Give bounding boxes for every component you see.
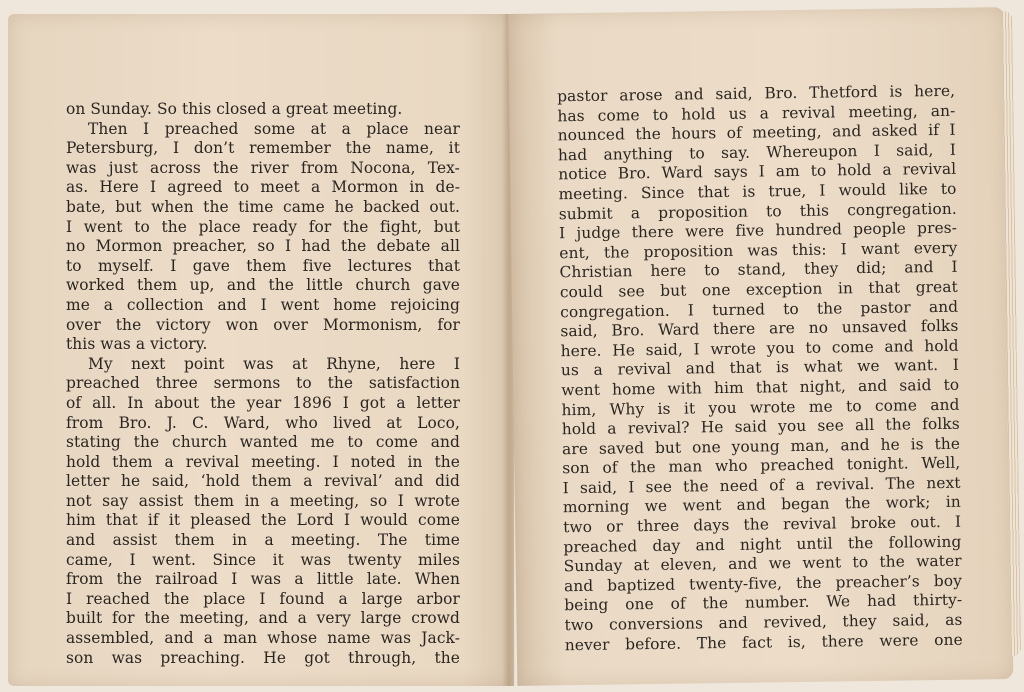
text-line: went home with him that night, and said to — [561, 375, 960, 400]
text-line: pastor arose and said, Bro. Thetford is here, — [557, 81, 956, 106]
text-line: as. Here I agreed to meet a Mormon in de- — [66, 178, 460, 197]
text-line: worked them up, and the little church gave — [66, 276, 460, 295]
text-line: from the railroad I was a little late. When — [66, 570, 460, 589]
text-line: Petersburg, I don’t remember the name, it — [66, 139, 460, 158]
text-line: over the victory won over Mormonism, for — [66, 315, 460, 334]
text-line: stating the church wanted me to come and — [66, 433, 460, 452]
text-line: meeting. Since that is true, I would like to — [558, 179, 957, 204]
text-line: hold a revival? He said you see all the folks — [561, 414, 960, 439]
text-line: Sunday at eleven, and we went to the water — [563, 551, 962, 576]
text-line: me a collection and I went home rejoicing — [66, 295, 460, 314]
text-line: him that if it pleased the Lord I would come — [66, 511, 460, 530]
text-line: morning we went and began the work; in — [562, 493, 961, 517]
text-line: this was a victory. — [66, 335, 208, 354]
text-line: preached three sermons to the satisfaction — [66, 374, 460, 393]
page-edges — [1002, 11, 1021, 656]
text-line: preached day and night until the following — [563, 532, 962, 556]
text-line: said, Bro. Ward there are no unsaved folks — [560, 316, 959, 341]
text-line: I reached the place I found a large arbor — [66, 589, 460, 608]
text-line: from Bro. J. C. Ward, who lived at Loco, — [66, 413, 460, 432]
text-line: notice Bro. Ward says I am to hold a revival — [558, 160, 957, 184]
text-line: two conversions and revived, they said, as — [564, 610, 963, 635]
text-line: are saved but one young man, and he is the — [561, 434, 961, 458]
text-line: congregation. I turned to the pastor and — [560, 297, 959, 321]
text-line: I judge there were five hundred people pres- — [558, 218, 958, 243]
text-line: I went to the place ready for the fight, but — [66, 217, 460, 236]
text-line: not say assist them in a meeting, so I wrote — [66, 491, 460, 510]
text-line: hold them a revival meeting. I noted in the — [66, 452, 460, 471]
text-line: never before. The fact is, there were one — [564, 630, 963, 654]
text-line: built for the meeting, and a very large crowd — [66, 609, 460, 628]
text-line: two or three days the revival broke out. I — [563, 512, 962, 537]
text-line: Then I preached some at a place near — [88, 119, 460, 138]
text-line: of all. In about the year 1896 I got a letter — [66, 393, 460, 412]
text-line: and baptized twenty-five, the preacher’s boy — [563, 571, 963, 596]
text-line: has come to hold us a revival meeting, an- — [557, 101, 956, 125]
left-page-text — [66, 100, 460, 668]
text-line: came, I went. Since it was twenty miles — [66, 550, 460, 569]
text-line: being one of the number. We had thirty- — [564, 591, 963, 615]
right-page — [508, 7, 1013, 686]
text-line: and assist them in a meeting. The time — [66, 531, 460, 550]
text-line: submit a proposition to this congregation. — [558, 199, 957, 223]
text-line: Christian here to stand, they did; and I — [559, 258, 958, 282]
text-line: I said, I see the need of a revival. The next — [562, 473, 961, 498]
text-line: no Mormon preacher, so I had the debate all — [66, 237, 460, 256]
open-book — [8, 14, 1014, 686]
text-line: us a revival and that is what we want. I — [560, 356, 960, 380]
right-page-text — [557, 82, 963, 656]
text-line: nounced the hours of meeting, and asked if I — [557, 120, 956, 145]
text-line: My next point was at Rhyne, here I — [88, 354, 460, 373]
text-line: him, Why is it you wrote me to come and — [561, 395, 960, 419]
text-line: here. He said, I wrote you to come and hold — [560, 336, 959, 361]
text-line: had anything to say. Whereupon I said, I — [557, 140, 957, 165]
text-line: assembled, and a man whose name was Jack- — [66, 629, 460, 648]
text-line: was just across the river from Nocona, Tex- — [66, 158, 460, 177]
text-line: son of the man who preached tonight. Well, — [562, 454, 961, 478]
text-line: son was preaching. He got through, the — [66, 648, 460, 667]
text-line: letter he said, ‘hold them a revival’ and did — [66, 472, 460, 491]
text-line: ent, the proposition was this: I want every — [559, 238, 958, 263]
text-line: bate, but when the time came he backed out. — [66, 197, 460, 216]
text-line: could see but one exception in that great — [559, 277, 958, 302]
text-line: on Sunday. So this closed a great meeting. — [66, 100, 403, 118]
text-line: to myself. I gave them five lectures that — [66, 256, 460, 275]
left-page — [8, 14, 514, 686]
